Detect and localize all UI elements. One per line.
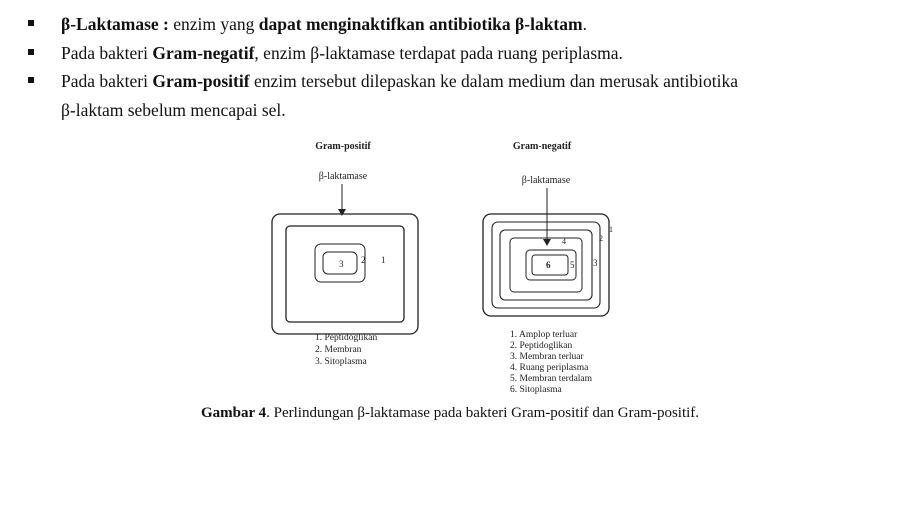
gram-negative-title: Gram-negatif bbox=[512, 141, 572, 152]
bullet-item-2 bbox=[28, 39, 888, 68]
gram-negative-legend-4: 4. Ruang periplasma bbox=[510, 363, 589, 373]
bullet-1-seg-4: . bbox=[582, 14, 587, 34]
layer-number-1: 1 bbox=[381, 255, 386, 265]
gram-positive-title: Gram-positif bbox=[315, 141, 371, 152]
gram-positive-enzyme-label: β-laktamase bbox=[318, 171, 368, 182]
gram-positive-diagram bbox=[272, 141, 418, 367]
gram-negative-legend-5: 5. Membran terdalam bbox=[510, 374, 593, 384]
square-bullet-icon bbox=[28, 49, 34, 55]
layer-number-3: 3 bbox=[593, 258, 598, 268]
gram-positive-legend-3: 3. Sitoplasma bbox=[315, 357, 367, 367]
layer-number-3: 3 bbox=[339, 259, 344, 269]
arrow-head-icon bbox=[338, 209, 346, 216]
gram-negative-legend-3: 3. Membran terluar bbox=[510, 352, 584, 362]
layer-number-2: 2 bbox=[361, 255, 366, 265]
bullet-1-seg-3: dapat menginaktifkan antibiotika β-laktam bbox=[258, 14, 583, 34]
cell-wall-diagram bbox=[270, 132, 630, 400]
bullet-item-3 bbox=[28, 67, 888, 124]
gram-negative-legend-6: 6. Sitoplasma bbox=[510, 385, 562, 395]
figure-caption bbox=[0, 405, 900, 422]
bullet-2-seg-3: , enzim β-laktamase terdapat pada ruang periplasma. bbox=[254, 42, 623, 63]
square-bullet-icon bbox=[28, 20, 34, 26]
bullet-list bbox=[28, 10, 888, 124]
bullet-2-seg-2: Gram-negatif bbox=[152, 42, 255, 63]
layer-number-6: 6 bbox=[546, 260, 551, 270]
bullet-item-1 bbox=[28, 10, 888, 39]
caption-label: Gambar 4 bbox=[200, 405, 267, 421]
bullet-3-continuation: β-laktam sebelum mencapai sel. bbox=[61, 99, 286, 120]
caption-text: . Perlindungan β-laktamase pada bakteri Gram-positif dan Gram-positif. bbox=[266, 405, 700, 421]
layer-number-1: 1 bbox=[609, 225, 613, 234]
bullet-3-seg-1: Pada bakteri bbox=[61, 71, 153, 91]
gram-positive-legend-2: 2. Membran bbox=[315, 345, 362, 355]
gram-negative-legend-2: 2. Peptidoglikan bbox=[510, 341, 573, 351]
layer-number-2: 2 bbox=[599, 234, 603, 243]
square-bullet-icon bbox=[28, 77, 34, 83]
gram-negative-legend-1: 1. Amplop terluar bbox=[510, 330, 578, 340]
gram-negative-diagram bbox=[483, 141, 613, 395]
layer-number-5: 5 bbox=[570, 260, 575, 270]
bullet-2-seg-1: Pada bakteri bbox=[61, 42, 153, 63]
gram-positive-legend-1: 1. Peptidoglikan bbox=[315, 333, 378, 343]
layer-number-4: 4 bbox=[562, 237, 566, 246]
gram-negative-enzyme-label: β-laktamase bbox=[521, 175, 571, 186]
bullet-3-seg-3: enzim tersebut dilepaskan ke dalam medium dan merusak antibiotika bbox=[249, 71, 738, 91]
bullet-3-seg-2: Gram-positif bbox=[152, 71, 250, 91]
bullet-1-seg-2: enzim yang bbox=[168, 14, 259, 34]
arrow-head-icon bbox=[543, 239, 551, 246]
bullet-1-seg-1: β-Laktamase : bbox=[61, 14, 169, 34]
